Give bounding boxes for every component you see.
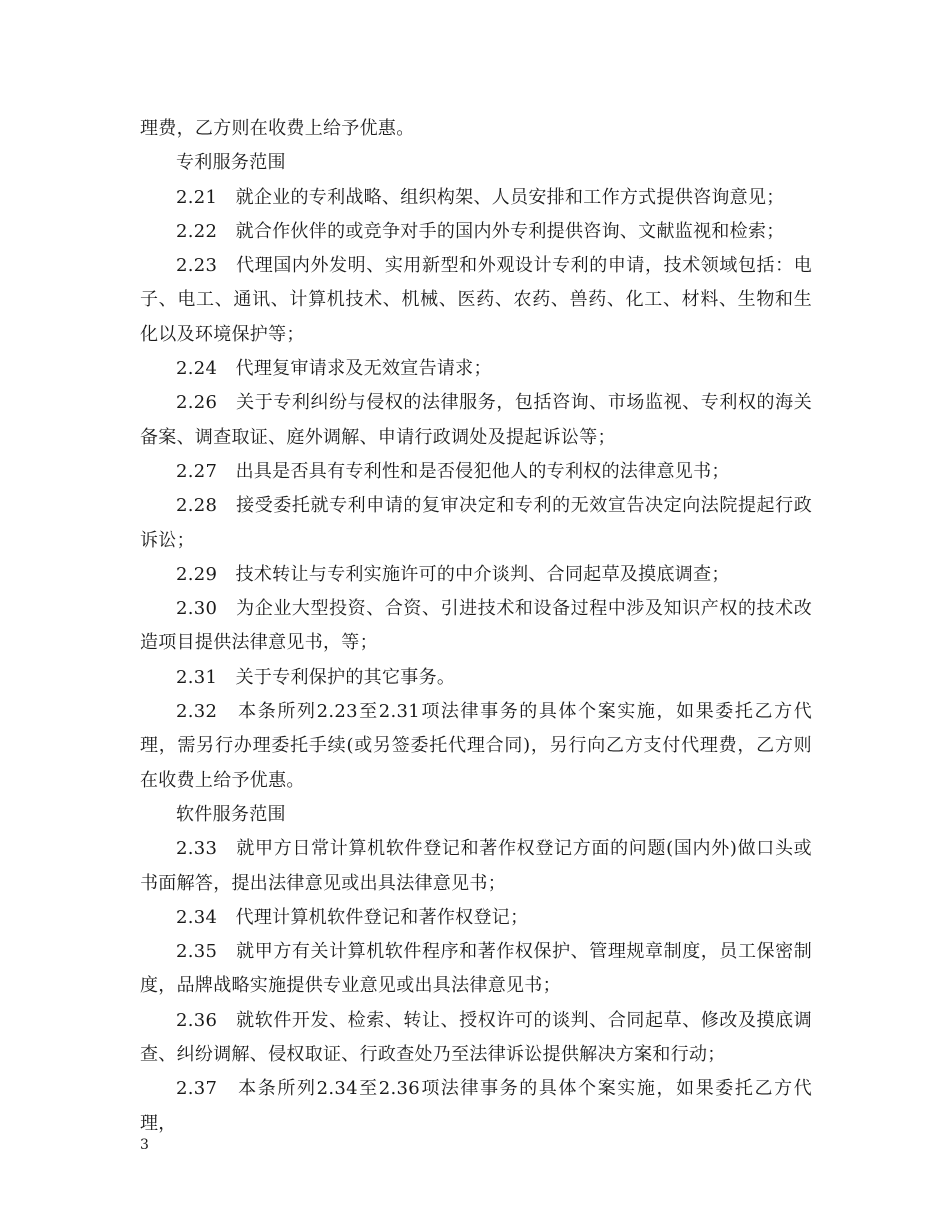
clause-2-24: 2.24 代理复审请求及无效宣告请求； — [176, 358, 492, 380]
clause-2-36: 2.36 就软件开发、检索、转让、授权许可的谈判、合同起草、修改及摸底调查、纠纷调解、侵权取证、行政查处乃至法律诉讼提供解决方案和行动； — [140, 1009, 812, 1066]
section-heading-software-services: 软件服务范围 — [176, 803, 286, 825]
clause-2-32: 2.32 本条所列2.23至2.31项法律事务的具体个案实施，如果委托乙方代理，需另行办理委托手续(或另签委托代理合同)，另行向乙方支付代理费，乙方则在收费上给予优惠。 — [140, 701, 812, 791]
section-heading-patent-services: 专利服务范围 — [176, 152, 286, 174]
clause-2-35: 2.35 就甲方有关计算机软件程序和著作权保护、管理规章制度，员工保密制度，品牌战略实施提供专业意见或出具法律意见书； — [140, 941, 812, 997]
clause-2-26: 2.26 关于专利纠纷与侵权的法律服务，包括咨询、市场监视、专利权的海关备案、调查取证、庭外调解、申请行政调处及提起诉讼等； — [140, 392, 812, 448]
clause-2-23: 2.23 代理国内外发明、实用新型和外观设计专利的申请，技术领域包括：电子、电工、通讯、计算机技术、机械、医药、农药、兽药、化工、材料、生物和生化以及环境保护等； — [140, 255, 812, 345]
clause-2-28: 2.28 接受委托就专利申请的复审决定和专利的无效宣告决定向法院提起行政诉讼； — [140, 495, 812, 551]
clause-2-31: 2.31 关于专利保护的其它事务。 — [176, 666, 456, 688]
clause-2-37: 2.37 本条所列2.34至2.36项法律事务的具体个案实施，如果委托乙方代理， — [140, 1078, 812, 1134]
clause-2-30: 2.30 为企业大型投资、合资、引进技术和设备过程中涉及知识产权的技术改造项目提供法律意见书，等； — [140, 598, 812, 654]
clause-2-21: 2.21 就企业的专利战略、组织构架、人员安排和工作方式提供咨询意见； — [176, 186, 785, 208]
clause-2-27: 2.27 出具是否具有专利性和是否侵犯他人的专利权的法律意见书； — [176, 460, 730, 482]
document-body — [140, 112, 812, 1141]
paragraph: 理费，乙方则在收费上给予优惠。 — [140, 118, 415, 139]
page-number: 3 — [140, 1137, 149, 1153]
clause-2-34: 2.34 代理计算机软件登记和著作权登记； — [176, 906, 529, 928]
clause-2-33: 2.33 就甲方日常计算机软件登记和著作权登记方面的问题(国内外)做口头或书面解答，提出法律意见或出具法律意见书； — [140, 838, 812, 894]
clause-2-22: 2.22 就合作伙伴的或竞争对手的国内外专利提供咨询、文献监视和检索； — [176, 220, 785, 242]
clause-2-29: 2.29 技术转让与专利实施许可的中介谈判、合同起草及摸底调查； — [176, 563, 730, 585]
